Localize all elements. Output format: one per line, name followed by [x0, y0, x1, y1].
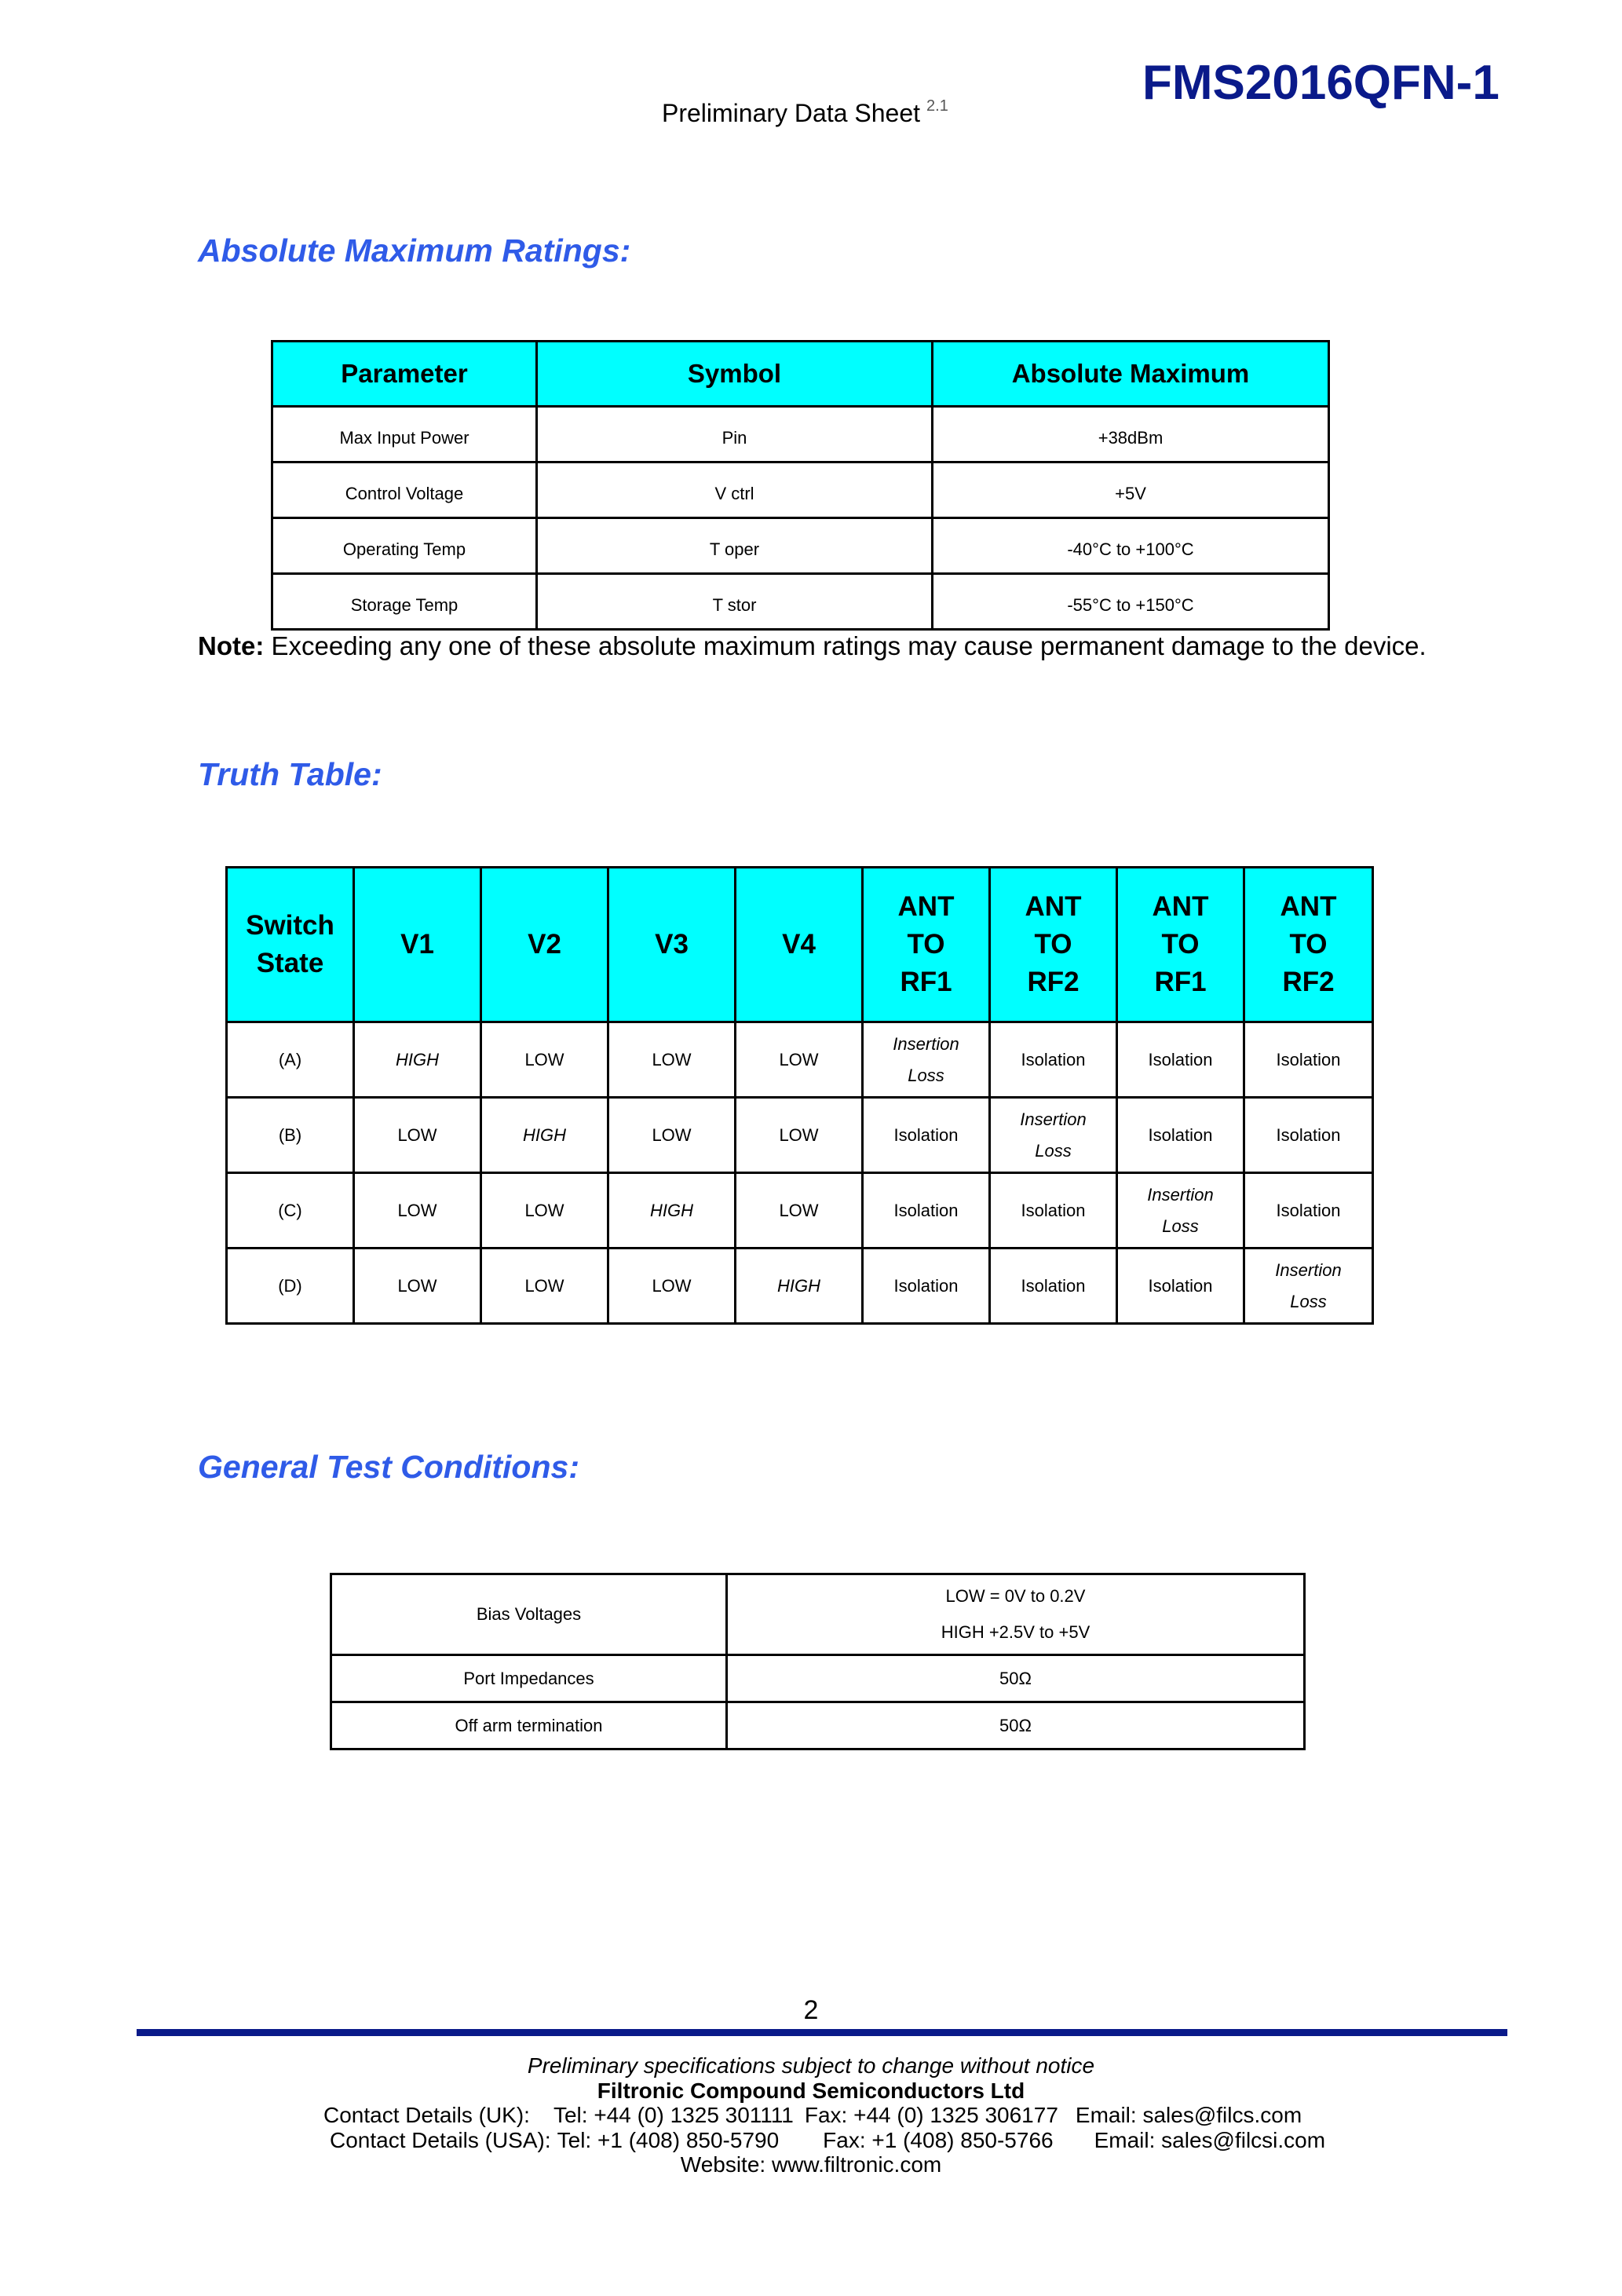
table-cell: HIGH	[481, 1098, 608, 1173]
contact-usa-tel: Tel: +1 (408) 850-5790	[557, 2128, 780, 2152]
bias-low-value: LOW = 0V to 0.2V	[945, 1586, 1086, 1606]
table-cell: Isolation	[1244, 1098, 1373, 1173]
table-cell: LOW	[354, 1173, 481, 1249]
table-cell: Insertion Loss	[1244, 1249, 1373, 1324]
column-header: Absolute Maximum	[933, 342, 1329, 407]
table-row	[331, 1574, 1305, 1655]
table-cell: (B)	[227, 1098, 354, 1173]
table-cell: Isolation	[990, 1173, 1117, 1249]
contact-usa-fax: Fax: +1 (408) 850-5766	[823, 2128, 1054, 2152]
table-cell: 50Ω	[727, 1655, 1305, 1702]
table-cell: Isolation	[1117, 1098, 1244, 1173]
truth-table	[225, 866, 1374, 1325]
table-cell: Isolation	[1244, 1173, 1373, 1249]
table-cell: Bias Voltages	[331, 1574, 727, 1655]
table-cell: V ctrl	[537, 462, 933, 518]
table-cell: (A)	[227, 1022, 354, 1098]
contact-uk-tel: Tel: +44 (0) 1325 301111	[553, 2103, 794, 2127]
version-number: 2.1	[926, 97, 948, 115]
table-cell: Control Voltage	[272, 462, 537, 518]
table-row	[272, 462, 1329, 518]
note-paragraph	[198, 630, 1438, 663]
table-cell: Operating Temp	[272, 518, 537, 574]
contact-uk	[323, 2103, 1302, 2128]
table-cell: Port Impedances	[331, 1655, 727, 1702]
table-cell: Isolation	[1244, 1022, 1373, 1098]
table-cell: (D)	[227, 1249, 354, 1324]
table-row	[331, 1655, 1305, 1702]
test-conditions-heading: General Test Conditions:	[198, 1449, 579, 1485]
contact-uk-label: Contact Details (UK):	[323, 2103, 530, 2127]
table-cell: Isolation	[1117, 1249, 1244, 1324]
column-header: ANT TO RF2	[990, 868, 1117, 1022]
page-number: 2	[803, 1995, 819, 2025]
table-cell: LOW	[736, 1022, 863, 1098]
table-row	[272, 407, 1329, 462]
table-row	[227, 1022, 1373, 1098]
column-header: V2	[481, 868, 608, 1022]
footer-disclaimer: Preliminary specifications subject to change without notice	[527, 2053, 1095, 2078]
table-row	[272, 574, 1329, 630]
test-conditions-table	[330, 1573, 1306, 1750]
table-cell: Insertion Loss	[1117, 1173, 1244, 1249]
table-cell: Storage Temp	[272, 574, 537, 630]
table-cell: Off arm termination	[331, 1702, 727, 1749]
column-header: V3	[608, 868, 736, 1022]
contact-uk-fax: Fax: +44 (0) 1325 306177	[804, 2103, 1058, 2127]
table-cell: LOW	[481, 1249, 608, 1324]
table-cell: LOW	[354, 1249, 481, 1324]
subtitle-text: Preliminary Data Sheet	[662, 99, 921, 127]
column-header: Symbol	[537, 342, 933, 407]
note-text: Exceeding any one of these absolute maximum ratings may cause permanent damage to the device.	[264, 631, 1427, 660]
table-cell: HIGH	[608, 1173, 736, 1249]
table-cell: Isolation	[863, 1098, 990, 1173]
absolute-max-heading: Absolute Maximum Ratings:	[198, 232, 631, 269]
table-cell: -55°C to +150°C	[933, 574, 1329, 630]
contact-uk-email: Email: sales@filcs.com	[1075, 2103, 1302, 2127]
table-cell: Isolation	[863, 1173, 990, 1249]
table-cell: Isolation	[990, 1022, 1117, 1098]
table-header-row	[272, 342, 1329, 407]
column-header: ANT TO RF2	[1244, 868, 1373, 1022]
table-cell: 50Ω	[727, 1702, 1305, 1749]
table-cell: Insertion Loss	[990, 1098, 1117, 1173]
table-cell: (C)	[227, 1173, 354, 1249]
table-cell	[727, 1574, 1305, 1655]
table-cell: LOW	[736, 1098, 863, 1173]
table-cell: T oper	[537, 518, 933, 574]
table-cell: Max Input Power	[272, 407, 537, 462]
column-header: ANT TO RF1	[1117, 868, 1244, 1022]
table-cell: Insertion Loss	[863, 1022, 990, 1098]
bias-high-value: HIGH +2.5V to +5V	[941, 1622, 1090, 1642]
table-cell: LOW	[481, 1022, 608, 1098]
table-cell: -40°C to +100°C	[933, 518, 1329, 574]
table-cell: LOW	[354, 1098, 481, 1173]
table-cell: HIGH	[354, 1022, 481, 1098]
column-header: Switch State	[227, 868, 354, 1022]
table-row	[227, 1249, 1373, 1324]
table-row	[331, 1702, 1305, 1749]
table-header-row	[227, 868, 1373, 1022]
table-cell: LOW	[608, 1098, 736, 1173]
truth-table-heading: Truth Table:	[198, 756, 382, 792]
table-cell: LOW	[481, 1173, 608, 1249]
table-cell: +5V	[933, 462, 1329, 518]
table-cell: Isolation	[1117, 1022, 1244, 1098]
table-cell: LOW	[608, 1022, 736, 1098]
contact-usa-email: Email: sales@filcsi.com	[1094, 2128, 1326, 2152]
table-cell: LOW	[608, 1249, 736, 1324]
table-cell: T stor	[537, 574, 933, 630]
absolute-max-table	[271, 340, 1330, 631]
document-subtitle	[662, 97, 948, 128]
footer-website: Website: www.filtronic.com	[680, 2152, 942, 2177]
table-cell: Isolation	[990, 1249, 1117, 1324]
column-header: ANT TO RF1	[863, 868, 990, 1022]
table-row	[227, 1173, 1373, 1249]
table-cell: +38dBm	[933, 407, 1329, 462]
contact-usa-label: Contact Details (USA):	[330, 2128, 551, 2152]
table-row	[272, 518, 1329, 574]
document-title: FMS2016QFN-1	[1142, 56, 1500, 110]
table-cell: LOW	[736, 1173, 863, 1249]
table-row	[227, 1098, 1373, 1173]
footer-divider	[137, 2029, 1507, 2036]
table-cell: Pin	[537, 407, 933, 462]
table-cell: Isolation	[863, 1249, 990, 1324]
table-cell: HIGH	[736, 1249, 863, 1324]
column-header: V4	[736, 868, 863, 1022]
column-header: V1	[354, 868, 481, 1022]
footer-company: Filtronic Compound Semiconductors Ltd	[597, 2078, 1025, 2103]
column-header: Parameter	[272, 342, 537, 407]
note-label: Note:	[198, 631, 265, 660]
contact-usa	[330, 2128, 1325, 2153]
